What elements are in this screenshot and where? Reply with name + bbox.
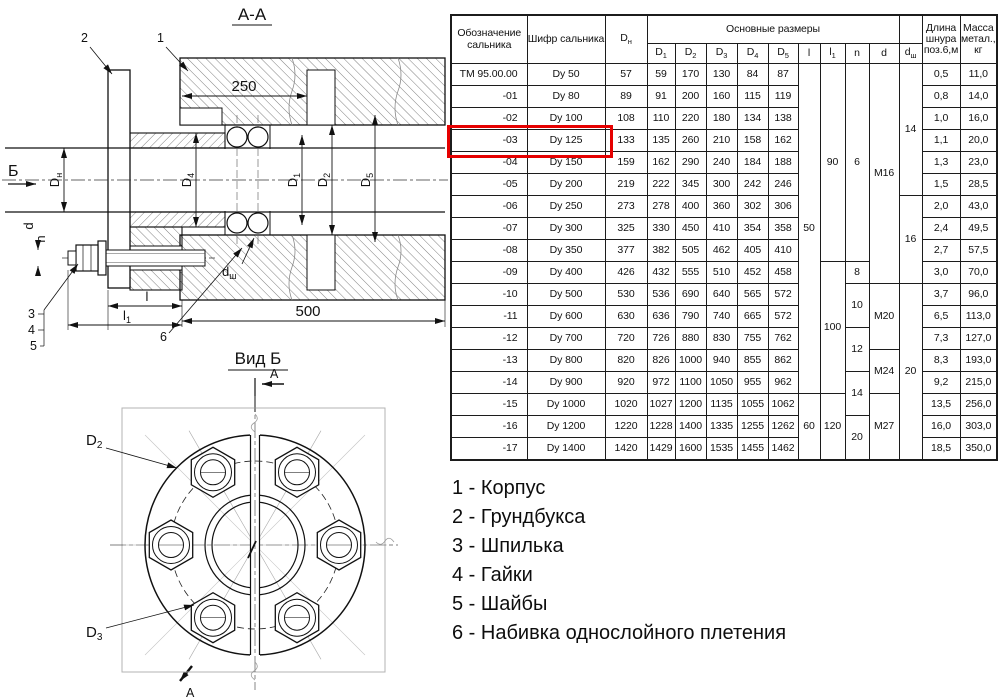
designation: -17: [451, 438, 527, 460]
cell: 690: [675, 284, 706, 306]
cell: 18,5: [922, 438, 960, 460]
cell: 12: [845, 328, 869, 372]
cell: 1,0: [922, 108, 960, 130]
legend-item-gaiki: 4 - Гайки: [452, 564, 533, 586]
view-b-arrow-label: Б: [8, 163, 19, 180]
cell: 330: [647, 218, 675, 240]
bolt-nut: [149, 520, 192, 570]
cipher: Dy 125: [527, 130, 605, 152]
cell: 50: [798, 64, 820, 394]
cell: 1135: [706, 394, 737, 416]
cell: 955: [737, 372, 768, 394]
callout-5: 5: [30, 339, 37, 350]
view-b-title: Вид Б: [234, 350, 282, 368]
cell: 1228: [647, 416, 675, 438]
cell: 572: [768, 284, 798, 306]
cell: 8,3: [922, 350, 960, 372]
cell: 14: [845, 372, 869, 416]
cell: 565: [737, 284, 768, 306]
cell: М20: [869, 284, 899, 350]
cell: 60: [798, 394, 820, 460]
cell: 240: [706, 152, 737, 174]
dim-250: 250: [231, 78, 257, 95]
cell: 350,0: [960, 438, 997, 460]
cipher: Dy 250: [527, 196, 605, 218]
cell: 110: [647, 108, 675, 130]
callout-4: 4: [28, 323, 35, 337]
cell: 290: [675, 152, 706, 174]
bolt-nut: [191, 447, 234, 497]
cell: 382: [647, 240, 675, 262]
cell: 450: [675, 218, 706, 240]
dim-l1: $l_1$: [123, 308, 131, 325]
cell: 127,0: [960, 328, 997, 350]
dsh-header-spacer: [899, 15, 922, 44]
cell: 1420: [605, 438, 647, 460]
cell: 120: [820, 394, 845, 460]
designation: -13: [451, 350, 527, 372]
cell: 100: [820, 262, 845, 394]
cell: 1027: [647, 394, 675, 416]
cipher: Dy 800: [527, 350, 605, 372]
cell: 162: [768, 130, 798, 152]
cell: 720: [605, 328, 647, 350]
col-header-n: n: [845, 44, 869, 64]
cipher: Dy 500: [527, 284, 605, 306]
cell: 158: [737, 130, 768, 152]
cell: 242: [737, 174, 768, 196]
cell: 49,5: [960, 218, 997, 240]
cell: 16,0: [922, 416, 960, 438]
cipher: Dy 100: [527, 108, 605, 130]
cell: 10: [845, 284, 869, 328]
cipher: Dy 200: [527, 174, 605, 196]
cell: 530: [605, 284, 647, 306]
bolt-nut: [275, 593, 318, 643]
cell: 278: [647, 196, 675, 218]
dimensions-table: [450, 14, 998, 461]
cell: 302: [737, 196, 768, 218]
dim-dsh: $d_ш$: [222, 264, 237, 281]
cell: 400: [675, 196, 706, 218]
cell: 458: [768, 262, 798, 284]
cell: 16: [899, 196, 922, 284]
cell: 9,2: [922, 372, 960, 394]
designation: -03: [451, 130, 527, 152]
designation: -07: [451, 218, 527, 240]
cipher: Dy 1200: [527, 416, 605, 438]
cell: 762: [768, 328, 798, 350]
cell: 3,0: [922, 262, 960, 284]
cipher: Dy 600: [527, 306, 605, 328]
cell: 43,0: [960, 196, 997, 218]
col-header-d4: $D_4$: [737, 44, 768, 64]
cell: 215,0: [960, 372, 997, 394]
cell: 1000: [675, 350, 706, 372]
cell: 360: [706, 196, 737, 218]
cell: 790: [675, 306, 706, 328]
cell: 23,0: [960, 152, 997, 174]
cell: 2,4: [922, 218, 960, 240]
cipher: Dy 900: [527, 372, 605, 394]
shaft: [2, 148, 448, 212]
legend-item-grundbuksa: 2 - Грундбукса: [452, 506, 586, 528]
cipher: Dy 300: [527, 218, 605, 240]
cell: 90: [820, 64, 845, 262]
cell: 2,7: [922, 240, 960, 262]
section-aa-arrows: [180, 367, 284, 700]
cell: 135: [647, 130, 675, 152]
cell: 1200: [675, 394, 706, 416]
designation: -06: [451, 196, 527, 218]
cell: 119: [768, 86, 798, 108]
cell: 115: [737, 86, 768, 108]
cipher: Dy 150: [527, 152, 605, 174]
cell: 200: [675, 86, 706, 108]
cell: 855: [737, 350, 768, 372]
cell: 210: [706, 130, 737, 152]
cell: 134: [737, 108, 768, 130]
cell: 426: [605, 262, 647, 284]
dim-dn: $D_н$: [47, 172, 64, 188]
cell: 20: [845, 416, 869, 460]
section-title: А-А: [237, 5, 267, 24]
cell: 260: [675, 130, 706, 152]
designation: -09: [451, 262, 527, 284]
cell: 325: [605, 218, 647, 240]
col-header-d: d: [869, 44, 899, 64]
cell: 0,8: [922, 86, 960, 108]
cell: 14,0: [960, 86, 997, 108]
cell: 880: [675, 328, 706, 350]
cell: 1600: [675, 438, 706, 460]
cell: 28,5: [960, 174, 997, 196]
cell: 89: [605, 86, 647, 108]
cell: 57,5: [960, 240, 997, 262]
cell: 70,0: [960, 262, 997, 284]
cell: 6,5: [922, 306, 960, 328]
cell: 940: [706, 350, 737, 372]
cell: 193,0: [960, 350, 997, 372]
designation: -01: [451, 86, 527, 108]
cell: 59: [647, 64, 675, 86]
designation: -08: [451, 240, 527, 262]
designation: -16: [451, 416, 527, 438]
cell: М24: [869, 350, 899, 394]
cell: 14: [899, 64, 922, 196]
cell: 510: [706, 262, 737, 284]
cell: 138: [768, 108, 798, 130]
dim-d1: $D_1$: [285, 172, 302, 188]
cell: 180: [706, 108, 737, 130]
cell: 1050: [706, 372, 737, 394]
cipher: Dy 400: [527, 262, 605, 284]
cell: 3,7: [922, 284, 960, 306]
cell: 57: [605, 64, 647, 86]
cell: 1100: [675, 372, 706, 394]
cell: 345: [675, 174, 706, 196]
cell: 20,0: [960, 130, 997, 152]
cipher: Dy 1400: [527, 438, 605, 460]
cell: 1255: [737, 416, 768, 438]
cell: 740: [706, 306, 737, 328]
cipher: Dy 350: [527, 240, 605, 262]
cell: 1462: [768, 438, 798, 460]
cell: 505: [675, 240, 706, 262]
designation: -15: [451, 394, 527, 416]
col-header-l: l: [798, 44, 820, 64]
cell: 84: [737, 64, 768, 86]
callout-1: 1: [157, 31, 164, 45]
cell: 91: [647, 86, 675, 108]
cell: 862: [768, 350, 798, 372]
dimensions-table-body: [451, 64, 997, 460]
cell: 133: [605, 130, 647, 152]
callout-6: 6: [160, 330, 167, 344]
col-header-d3: $D_3$: [706, 44, 737, 64]
cipher: Dy 700: [527, 328, 605, 350]
cell: 962: [768, 372, 798, 394]
dim-d3-label: $D_3$: [86, 624, 103, 643]
cell: 184: [737, 152, 768, 174]
cell: 972: [647, 372, 675, 394]
cell: 410: [706, 218, 737, 240]
cell: 405: [737, 240, 768, 262]
cell: 820: [605, 350, 647, 372]
cell: 170: [675, 64, 706, 86]
cell: 16,0: [960, 108, 997, 130]
dim-d2-label: $D_2$: [86, 432, 103, 451]
designation: -04: [451, 152, 527, 174]
legend-item-nabivka: 6 - Набивка однослойного плетения: [452, 622, 787, 644]
col-header-cipher: Шифр сальника: [527, 15, 605, 64]
cell: 1220: [605, 416, 647, 438]
dim-500: 500: [295, 303, 321, 320]
col-header-d5: $D_5$: [768, 44, 798, 64]
cell: 162: [647, 152, 675, 174]
dim-n: n: [33, 235, 48, 243]
cell: 8: [845, 262, 869, 284]
table-row: [451, 196, 997, 218]
cipher: Dy 1000: [527, 394, 605, 416]
designation: -12: [451, 328, 527, 350]
cell: 20: [899, 284, 922, 460]
cell: 1429: [647, 438, 675, 460]
cell: 11,0: [960, 64, 997, 86]
designation: -05: [451, 174, 527, 196]
flange-face: [110, 396, 398, 690]
cell: 726: [647, 328, 675, 350]
dim-d4: $D_4$: [179, 172, 196, 188]
table-row: [451, 284, 997, 306]
bolt-nut: [191, 593, 234, 643]
cell: 0,5: [922, 64, 960, 86]
table-row: [451, 64, 997, 86]
cell: 130: [706, 64, 737, 86]
dim-l: l: [145, 289, 149, 304]
cell: 1062: [768, 394, 798, 416]
section-arrow-bottom-label: А: [186, 686, 195, 700]
legend-item-shaiby: 5 - Шайбы: [452, 593, 548, 615]
cell: 219: [605, 174, 647, 196]
section-a-drawing: [0, 0, 450, 350]
cell: 755: [737, 328, 768, 350]
cell: 160: [706, 86, 737, 108]
col-header-dsh: $d_ш$: [899, 44, 922, 64]
cell: 188: [768, 152, 798, 174]
cell: 222: [647, 174, 675, 196]
col-header-d1: $D_1$: [647, 44, 675, 64]
cell: 113,0: [960, 306, 997, 328]
callout-2: 2: [81, 31, 88, 45]
designation: -14: [451, 372, 527, 394]
cell: 830: [706, 328, 737, 350]
designation: -11: [451, 306, 527, 328]
cell: 87: [768, 64, 798, 86]
cell: 1055: [737, 394, 768, 416]
cell: 96,0: [960, 284, 997, 306]
cell: 432: [647, 262, 675, 284]
section-arrow-top-label: А: [270, 367, 279, 381]
col-header-cord: Длина шнура поз.6,м: [922, 15, 960, 64]
cell: М16: [869, 64, 899, 284]
bolt-nut: [275, 447, 318, 497]
col-header-l1: $l_1$: [820, 44, 845, 64]
cipher: Dy 80: [527, 86, 605, 108]
cell: 636: [647, 306, 675, 328]
cell: 300: [706, 174, 737, 196]
callout-3: 3: [28, 307, 35, 321]
cell: 410: [768, 240, 798, 262]
cell: 920: [605, 372, 647, 394]
dim-d5: $D_5$: [358, 172, 375, 188]
cell: 1535: [706, 438, 737, 460]
col-header-group: Основные размеры: [647, 15, 899, 44]
cell: 256,0: [960, 394, 997, 416]
cell: 377: [605, 240, 647, 262]
designation: ТМ 95.00.00: [451, 64, 527, 86]
cell: 108: [605, 108, 647, 130]
cell: 273: [605, 196, 647, 218]
cell: 1020: [605, 394, 647, 416]
cell: 306: [768, 196, 798, 218]
cell: 1,1: [922, 130, 960, 152]
cell: 303,0: [960, 416, 997, 438]
col-header-mass: Масса метал., кг: [960, 15, 997, 64]
cell: 159: [605, 152, 647, 174]
cell: 2,0: [922, 196, 960, 218]
cell: 1400: [675, 416, 706, 438]
legend-item-korpus: 1 - Корпус: [452, 477, 546, 499]
legend-item-shpilka: 3 - Шпилька: [452, 535, 564, 557]
cell: 358: [768, 218, 798, 240]
cell: 665: [737, 306, 768, 328]
col-header-dn: $D_н$: [605, 15, 647, 64]
cell: 640: [706, 284, 737, 306]
cell: 6: [845, 64, 869, 262]
cell: 246: [768, 174, 798, 196]
col-header-designation: Обозначение сальника: [451, 15, 527, 64]
cell: 1,3: [922, 152, 960, 174]
view-b-drawing: [60, 350, 420, 700]
cell: 452: [737, 262, 768, 284]
cell: 630: [605, 306, 647, 328]
legend: [452, 474, 786, 648]
cell: 1,5: [922, 174, 960, 196]
cell: 1455: [737, 438, 768, 460]
cell: 555: [675, 262, 706, 284]
cell: 462: [706, 240, 737, 262]
cipher: Dy 50: [527, 64, 605, 86]
cell: М27: [869, 394, 899, 460]
cell: 220: [675, 108, 706, 130]
cell: 536: [647, 284, 675, 306]
bolt-nut: [317, 520, 360, 570]
cell: 1335: [706, 416, 737, 438]
cell: 13,5: [922, 394, 960, 416]
designation: -02: [451, 108, 527, 130]
cell: 1262: [768, 416, 798, 438]
cell: 826: [647, 350, 675, 372]
cell: 354: [737, 218, 768, 240]
cell: 572: [768, 306, 798, 328]
designation: -10: [451, 284, 527, 306]
cell: 7,3: [922, 328, 960, 350]
dim-d: d: [21, 222, 36, 230]
dim-d2: $D_2$: [315, 172, 332, 188]
col-header-d2: $D_2$: [675, 44, 706, 64]
